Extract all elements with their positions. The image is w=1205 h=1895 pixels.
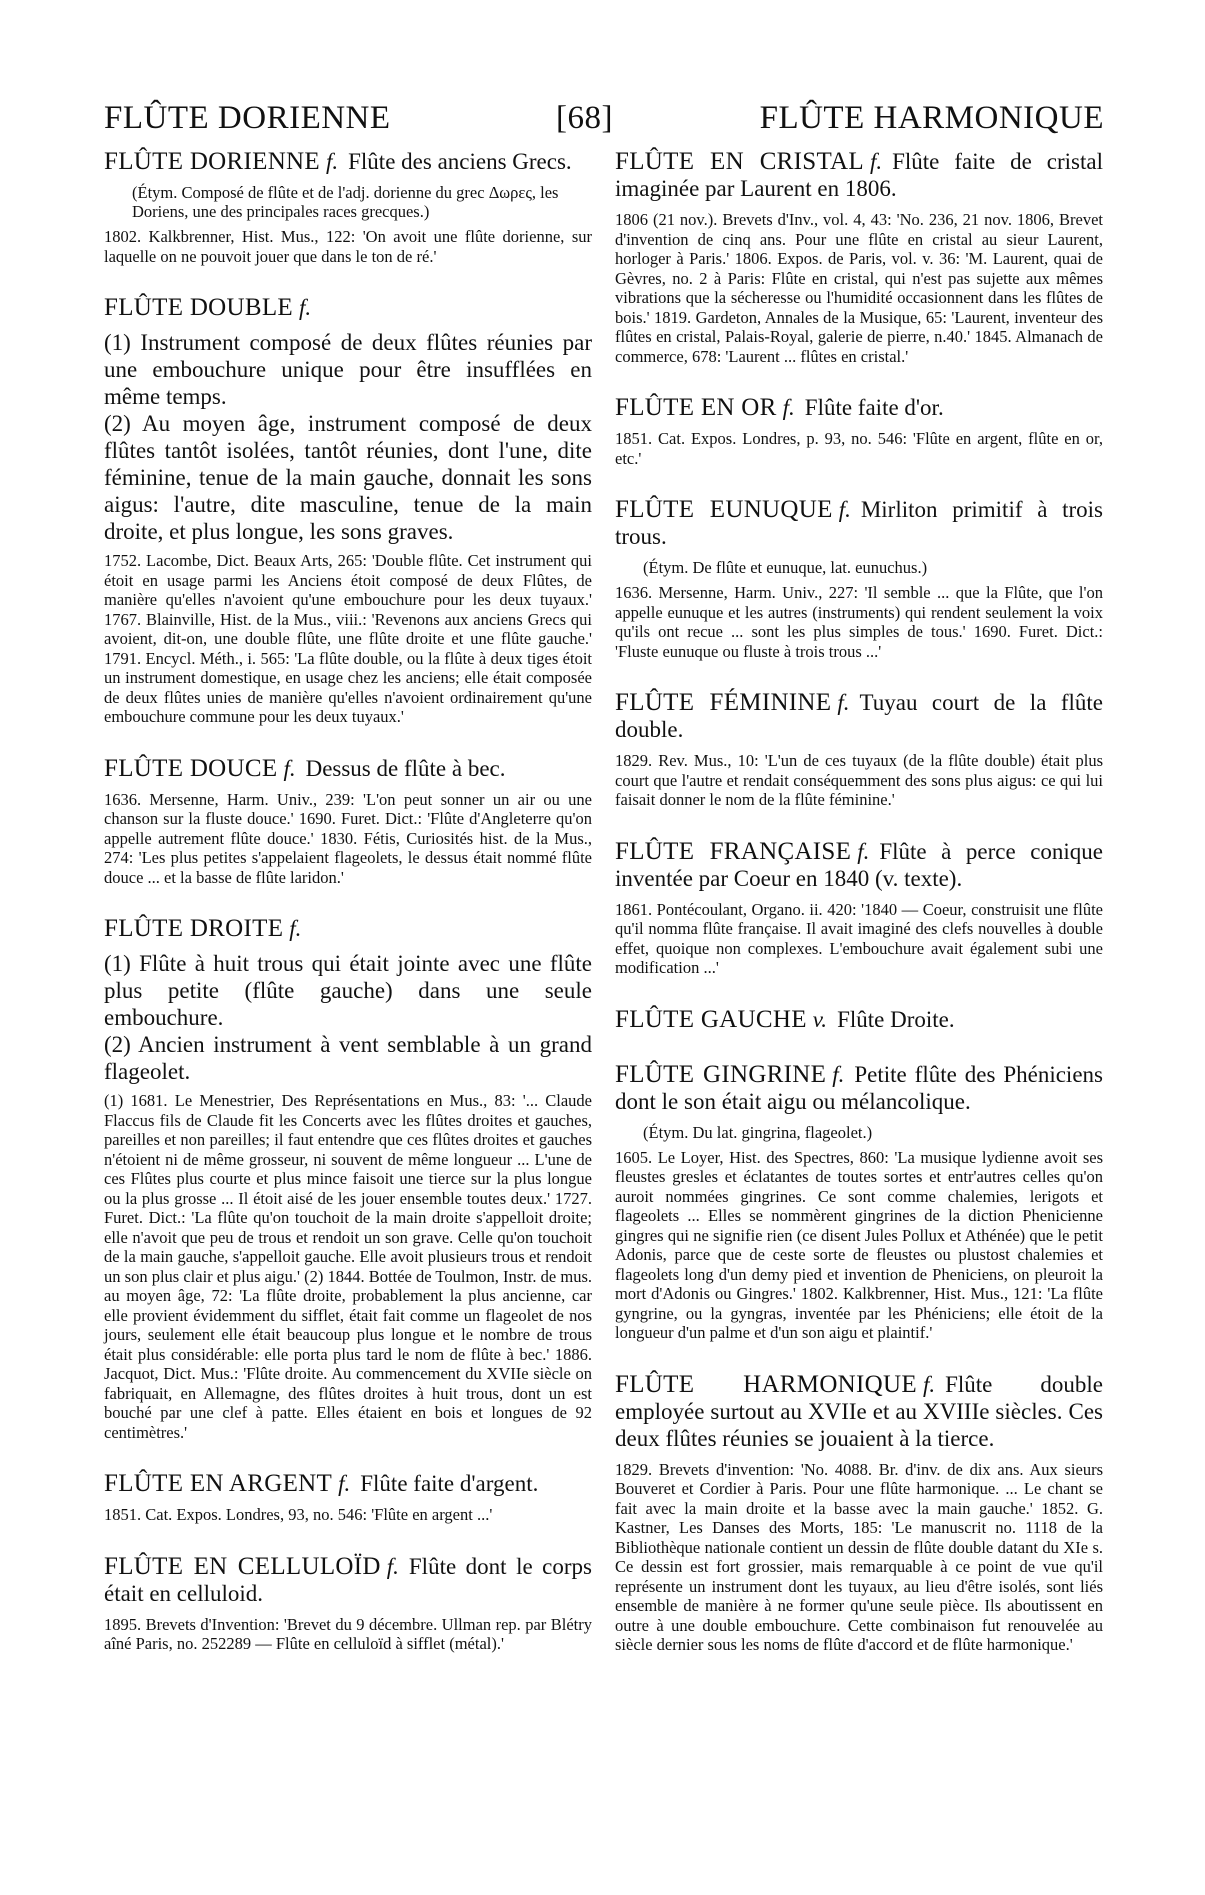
entry-head bbox=[104, 294, 592, 321]
entry-head bbox=[104, 1553, 592, 1607]
entry-head bbox=[615, 394, 1103, 421]
definition: Flûte faite de cristal imaginée par Laurent en 1806. bbox=[615, 149, 1103, 201]
citations: 1636. Mersenne, Harm. Univ., 239: 'L'on peut sonner un air ou une chanson sur la fluste douce.' 1690. Furet. Dict.: 'Flûte d'Angleterre qu'on appelle autrement flûte douce.' 1830. Fétis, Curiosités hist. de la Mus., 274: 'Les plus petites s'appelaient flageolets, le dessus était nommé flûte douce ... et la basse de flûte laridon.' bbox=[104, 789, 592, 887]
headword: FLÛTE FÉMININE bbox=[615, 689, 832, 716]
left-column bbox=[104, 148, 592, 1682]
headword: FLÛTE GAUCHE bbox=[615, 1005, 807, 1033]
entry-head bbox=[615, 689, 1103, 743]
entry-head bbox=[104, 1470, 592, 1497]
entry-flute-en-celluloid bbox=[104, 1553, 592, 1654]
grammatical-gender: f. bbox=[289, 916, 302, 941]
entry-flute-gauche bbox=[615, 1006, 1103, 1033]
headword: FLÛTE GINGRINE bbox=[615, 1060, 827, 1088]
definition-sense: (1) Instrument composé de deux flûtes réunies par une embouchure unique pour être insufflées en même temps. bbox=[104, 330, 592, 409]
citations: 1895. Brevets d'Invention: 'Brevet du 9 décembre. Ullman rep. par Blétry aîné Paris, no. 252289 — Flûte en celluloïd à sifflet (métal).' bbox=[104, 1614, 592, 1653]
citations: 1752. Lacombe, Dict. Beaux Arts, 265: 'Double flûte. Cet instrument qui étoit en usage parmi les Anciens étoit composé de deux Flûtes, de manière qu'elles n'avoient qu'une embouchure pour les deux tuyaux.' 1767. Blainville, Hist. de la Mus., viii.: 'Revenons aux anciens Grecs qui avoient, dit-on, une double flûte, une flûte droite et une flûte gauche.' 1791. Encycl. Méth., i. 565: 'La flûte double, ou la flûte à deux tiges étoit un instrument domestique, en usage chez les anciens; elle était composée de deux flûtes unies de manière qu'elles n'avoient ordinairement qu'une embouchure commune pour les deux tuyaux.' bbox=[104, 551, 592, 726]
entry-head bbox=[104, 148, 592, 175]
entry-head bbox=[615, 838, 1103, 892]
entry-flute-en-cristal bbox=[615, 148, 1103, 366]
citations: 1851. Cat. Expos. Londres, p. 93, no. 546: 'Flûte en argent, flûte en or, etc.' bbox=[615, 429, 1103, 468]
definition: Petite flûte des Phéniciens dont le son était aigu ou mélancolique. bbox=[615, 1061, 1103, 1114]
grammatical-gender: f. bbox=[283, 755, 296, 781]
headword: FLÛTE EN ARGENT bbox=[104, 1470, 333, 1497]
headword: FLÛTE EN CELLULOÏD bbox=[104, 1552, 381, 1580]
headword: FLÛTE DORIENNE bbox=[104, 148, 320, 175]
definition: Tuyau court de la flûte double. bbox=[615, 690, 1104, 742]
grammatical-gender: f. bbox=[837, 690, 850, 715]
headword: FLÛTE DOUBLE bbox=[104, 294, 294, 321]
definition-sense: (2) Au moyen âge, instrument composé de deux flûtes tantôt isolées, tantôt réunies, dont l'une, dite féminine, tenue de la main gauche, donnait les sons aigus: l'autre, dite masculine, tenue de la main droite, et plus longue, les sons graves. bbox=[104, 411, 592, 544]
grammatical-gender: f. bbox=[325, 149, 339, 174]
page-header bbox=[104, 100, 1104, 150]
entry-flute-droite bbox=[104, 915, 592, 1442]
citations: 1802. Kalkbrenner, Hist. Mus., 122: 'On avoit une flûte dorienne, sur laquelle on ne pouvoit jouer que dans le ton de ré.' bbox=[104, 227, 592, 266]
running-head-right: FLÛTE HARMONIQUE bbox=[759, 100, 1104, 136]
definition: Flûte Droite. bbox=[837, 1006, 955, 1032]
headword: FLÛTE EN OR bbox=[615, 394, 777, 421]
definition: Mirliton primitif à trois trous. bbox=[615, 497, 1104, 549]
entry-head bbox=[104, 755, 592, 782]
running-head-left: FLÛTE DORIENNE bbox=[104, 100, 391, 136]
grammatical-gender: f. bbox=[838, 497, 851, 522]
citations: 1861. Pontécoulant, Organo. ii. 420: '1840 — Coeur, construisit une flûte qu'il nomma flûte française. Il avait imaginé des clefs nouvelles à double effet, quoique non complexes. L'embouchure avait également subi une modification ...' bbox=[615, 899, 1103, 977]
citations: 1829. Rev. Mus., 10: 'L'un de ces tuyaux (de la flûte double) était plus court que l'autre et rendait conséquemment des sons plus aigus: ce qui lui faisait donner le nom de la flûte féminine.' bbox=[615, 751, 1103, 809]
grammatical-gender: v. bbox=[812, 1006, 828, 1032]
entry-head bbox=[615, 148, 1103, 202]
grammatical-gender: f. bbox=[299, 295, 312, 320]
definition: Flûte dont le corps était en celluloid. bbox=[104, 1553, 592, 1606]
definition: Flûte à perce conique inventée par Coeur en 1840 (v. texte). bbox=[615, 838, 1103, 891]
grammatical-gender: f. bbox=[857, 838, 870, 864]
definition: Flûte faite d'or. bbox=[804, 395, 944, 420]
entry-head bbox=[615, 496, 1103, 550]
citations: 1605. Le Loyer, Hist. des Spectres, 860: 'La musique lydienne avoit ses fleustes gresles et éclatantes de toutes sortes et entr'autres celles qu'on auroit nommées gingrines. Ce sont comme chalemies, lerigots et flageolets ... Elles se nommèrent gingrines de la diction Phenicienne gingres qui ne signifie rien (ce disent Jules Pollux et Athénée) que le petit Adonis, parce que de ceste sorte de fleustes ou plustost chalemies et flageolets long d'un demy pied et invention de Pheniciens, on pleuroit la mort d'Adonis ou Gingres.' 1802. Kalkbrenner, Hist. Mus., 121: 'La flûte gyngrine, ou la gyngras, inventée par les Phéniciens; elle étoit de la longueur d'un palme et d'un son aigu et plaintif.' bbox=[615, 1147, 1103, 1342]
definition-sense: (1) Flûte à huit trous qui était jointe avec une flûte plus petite (flûte gauche) dans une seule embouchure. bbox=[104, 951, 592, 1030]
entry-head bbox=[615, 1371, 1103, 1452]
headword: FLÛTE EN CRISTAL bbox=[615, 148, 864, 175]
headword: FLÛTE EUNUQUE bbox=[615, 496, 833, 523]
grammatical-gender: f. bbox=[869, 149, 883, 174]
entry-flute-douce bbox=[104, 755, 592, 888]
grammatical-gender: f. bbox=[832, 1061, 845, 1087]
page-number: [68] bbox=[556, 100, 613, 136]
headword: FLÛTE DROITE bbox=[104, 915, 284, 942]
headword: FLÛTE DOUCE bbox=[104, 754, 278, 782]
entry-head bbox=[104, 915, 592, 942]
entry-flute-eunuque bbox=[615, 496, 1103, 661]
entry-flute-harmonique bbox=[615, 1371, 1103, 1655]
citations: 1851. Cat. Expos. Londres, 93, no. 546: 'Flûte en argent ...' bbox=[104, 1505, 493, 1524]
definition: Dessus de flûte à bec. bbox=[305, 755, 506, 781]
entry-flute-gingrine bbox=[615, 1061, 1103, 1343]
etymology: (Étym. Composé de flûte et de l'adj. dorienne du grec Δωρες, les Doriens, une des principales races grecques.) bbox=[132, 183, 559, 221]
definition: Flûte des anciens Grecs. bbox=[348, 149, 572, 174]
grammatical-gender: f. bbox=[386, 1553, 399, 1579]
definition-sense: (2) Ancien instrument à vent semblable à un grand flageolet. bbox=[104, 1032, 592, 1084]
citations: (1) 1681. Le Menestrier, Des Représentations en Mus., 83: '... Claude Flaccus fils de Claude fit les Concerts avec les flûtes droites et gauches, pareilles et non pareilles; il faut entendre que ces flûtes droites et gauches n'étoient ni de même grosseur, ni souvent de même longueur ... L'une de ces Flûtes plus courte et plus mince faisoit une tierce sur la plus longue ou la plus grosse ... Il étoit aisé de les jouer ensemble toutes deux.' 1727. Furet. Dict.: 'La flûte qu'on touchoit de la main droite s'appelloit droite; elle n'avoit que peu de trous et rendoit un son grave. Celle qu'on touchoit de la main gauche, s'appelloit gauche. Elle avoit plusieurs trous et rendoit un son plus clair et plus aigu.' (2) 1844. Bottée de Toulmon, Instr. de mus. au moyen âge, 72: 'La flûte droite, probablement la plus ancienne, car elle provient évidemment du sifflet, était fait comme un flageolet de nos jours, seulement elle était beaucoup plus longue et le nombre de trous était plus considérable: elle porta plus tard le nom de flûte à bec.' 1886. Jacquot, Dict. Mus.: 'Flûte droite. Au commencement du XVIIe siècle on fabriquait, en Allemagne, des flûtes droites à huit trous, dont un est bouché par une clef à patte. Elles étaient en bois et longues de 92 centimètres.' bbox=[104, 1091, 592, 1442]
etymology: (Étym. Du lat. gingrina, flageolet.) bbox=[643, 1122, 873, 1142]
entry-head bbox=[615, 1061, 1103, 1115]
citations: 1829. Brevets d'invention: 'No. 4088. Br. d'inv. de dix ans. Aux sieurs Bouveret et Cordier à Paris. Pour une flûte harmonique. ... Le chant se fait avec la main droite et la basse avec la main gauche.' 1852. G. Kastner, Les Danses des Morts, 185: 'Le manuscrit no. 1118 de la Bibliothèque nationale contient un dessin de flûte double datant du XIe s. Ce dessin est fort grossier, mais remarquable à ce point de vue qu'il représente un instrument dont les tuyaux, au lieu d'être isolés, sont liés ensemble de manière à ne former qu'une seule pièce. Ils aboutissent en outre à une double embouchure. Cette combinaison fut renouvelée au siècle dernier sous les noms de flûte d'accord et de flûte harmonique.' bbox=[615, 1459, 1103, 1654]
entry-flute-dorienne bbox=[104, 148, 592, 266]
entry-flute-en-argent bbox=[104, 1470, 592, 1525]
definition: Flûte faite d'argent. bbox=[360, 1471, 539, 1496]
grammatical-gender: f. bbox=[922, 1371, 936, 1397]
entry-head bbox=[615, 1006, 1103, 1033]
entry-flute-double bbox=[104, 294, 592, 727]
grammatical-gender: f. bbox=[782, 395, 795, 420]
definition: Flûte double employée surtout au XVIIe et au XVIIIe siècles. Ces deux flûtes réunies se jouaient à la tierce. bbox=[615, 1371, 1103, 1451]
citations: 1636. Mersenne, Harm. Univ., 227: 'Il semble ... que la Flûte, que l'on appelle eunuque et les autres (instruments) qui rendent seulement la voix qu'ils ont recue ... sont les plus simples de tous.' 1690. Furet. Dict.: 'Fluste eunuque ou fluste à trois trous ...' bbox=[615, 583, 1103, 661]
etymology: (Étym. De flûte et eunuque, lat. eunuchus.) bbox=[643, 558, 928, 577]
entry-flute-en-or bbox=[615, 394, 1103, 468]
entry-flute-feminine bbox=[615, 689, 1103, 810]
citations: 1806 (21 nov.). Brevets d'Inv., vol. 4, 43: 'No. 236, 21 nov. 1806, Brevet d'invention de cinq ans. Pour une flûte en cristal au sieur Laurent, horloger à Paris.' 1806. Expos. de Paris, vol. v. 36: 'M. Laurent, quai de Gèvres, no. 2 à Paris: Flûte en cristal, qui n'est pas sujette aux mêmes vibrations que la sécheresse ou l'humidité occasionnent dans les flûtes de bois.' 1819. Gardeton, Annales de la Musique, 65: 'Laurent, inventeur des flûtes en cristal, Palais-Royal, galerie de pierre, n.40.' 1845. Almanach de commerce, 678: 'Laurent ... flûtes en cristal.' bbox=[615, 210, 1103, 366]
headword: FLÛTE HARMONIQUE bbox=[615, 1370, 917, 1398]
entry-flute-francaise bbox=[615, 838, 1103, 978]
headword: FLÛTE FRANÇAISE bbox=[615, 837, 852, 865]
grammatical-gender: f. bbox=[338, 1471, 351, 1496]
right-column bbox=[615, 148, 1103, 1683]
